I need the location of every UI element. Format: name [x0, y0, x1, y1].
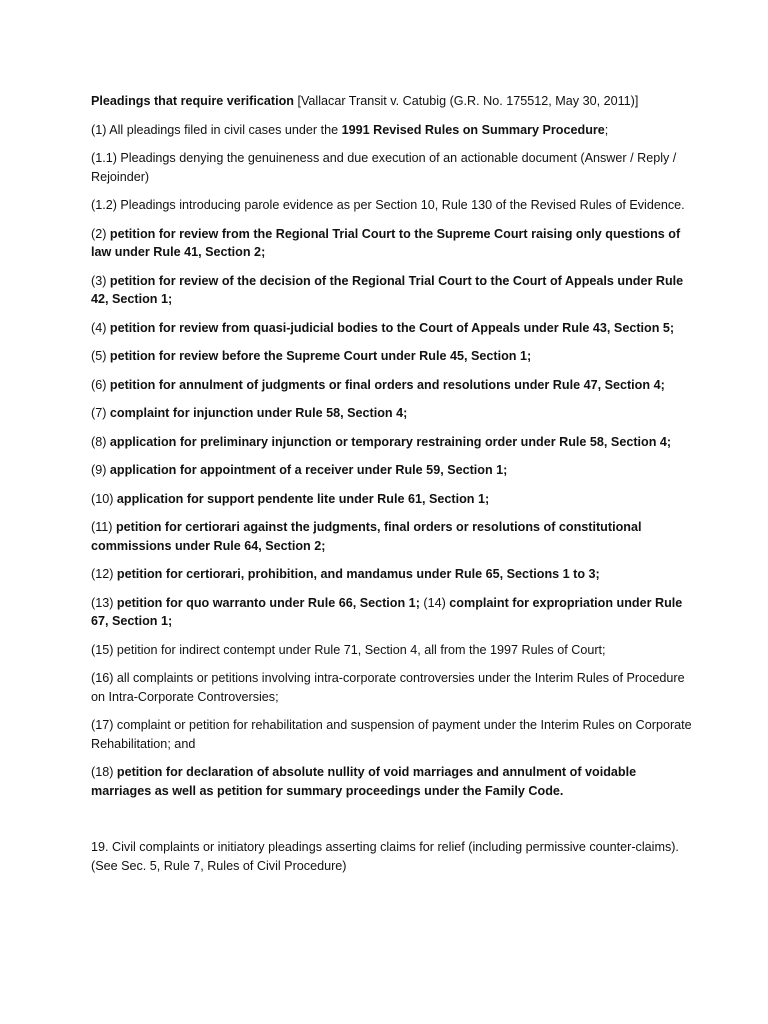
item-4-text: petition for review from quasi-judicial bodies to the Court of Appeals under Rule 43, Section 5;	[109, 320, 675, 335]
list-item-13-14	[91, 594, 698, 631]
item-15-number: (15)	[91, 642, 117, 657]
item-7-number: (7)	[91, 406, 110, 420]
list-item-7	[91, 404, 698, 423]
item-10-number: (10)	[91, 491, 117, 506]
item-8-text: application for preliminary injunction or temporary restraining order under Rule 58, Section 4;	[109, 434, 672, 449]
item-16-text: all complaints or petitions involving intra-corporate controversies under the Interim Rules of Procedure on Intra-Corporate Controversies;	[91, 671, 685, 704]
heading-title: Pleadings that require verification	[91, 94, 294, 108]
item-10-text: application for support pendente lite under Rule 61, Section 1;	[116, 491, 490, 506]
list-item-8	[91, 433, 698, 452]
item-12-text: petition for certiorari, prohibition, and mandamus under Rule 65, Sections 1 to 3;	[116, 567, 600, 581]
item-18-number: (18)	[91, 765, 117, 779]
list-item-1-2: (1.2) Pleadings introducing parole evidence as per Section 10, Rule 130 of the Revised Rules of Evidence.	[91, 198, 685, 212]
item-11-number: (11)	[91, 520, 116, 534]
list-item-5	[91, 347, 698, 366]
item-17-number: (17)	[91, 718, 117, 732]
item-16-number: (16)	[91, 671, 117, 685]
item-13-number: (13)	[91, 595, 117, 610]
item-2-text: petition for review from the Regional Trial Court to the Supreme Court raising only questions of law under Rule 41, Section 2;	[91, 226, 681, 259]
list-item-15	[91, 641, 698, 660]
heading-citation: [Vallacar Transit v. Catubig (G.R. No. 175512, May 30, 2011)]	[293, 94, 639, 108]
item-5-number: (5)	[91, 349, 110, 363]
item-5-text: petition for review before the Supreme Court under Rule 45, Section 1;	[109, 349, 532, 363]
list-item-17	[91, 716, 698, 753]
list-item-6	[91, 376, 698, 395]
item-3-number: (3)	[91, 273, 110, 288]
item-2-number: (2)	[91, 226, 110, 241]
list-item-1-1: (1.1) Pleadings denying the genuineness and due execution of an actionable document (Answer / Reply / Rejoinder)	[91, 151, 677, 184]
list-item-18	[91, 763, 698, 800]
paragraph-gap	[91, 810, 698, 838]
item-9-number: (9)	[91, 463, 110, 477]
item-4-number: (4)	[91, 320, 110, 335]
list-item-2	[91, 225, 698, 262]
item-9-text: application for appointment of a receiver under Rule 59, Section 1;	[109, 463, 508, 477]
item-1-suffix: ;	[604, 122, 609, 137]
list-item-16	[91, 669, 698, 706]
list-item-19: 19. Civil complaints or initiatory pleadings asserting claims for relief (including permissive counter-claims). (See Sec. 5, Rule 7, Rules of Civil Procedure)	[91, 840, 679, 873]
item-14-text: complaint for expropriation under Rule 67, Section 1;	[91, 595, 683, 628]
list-item-1	[91, 121, 698, 140]
item-14-number: (14)	[423, 595, 450, 610]
list-item-4	[91, 319, 698, 338]
item-11-text: petition for certiorari against the judgments, final orders or resolutions of constitutional commissions under Rule 64, Section 2;	[91, 520, 642, 553]
item-15-text: petition for indirect contempt under Rule 71, Section 4, all from the 1997 Rules of Court;	[116, 642, 606, 657]
item-13-text: petition for quo warranto under Rule 66, Section 1;	[116, 595, 424, 610]
item-12-number: (12)	[91, 567, 117, 581]
document-heading	[91, 92, 698, 111]
item-7-text: complaint for injunction under Rule 58, Section 4;	[109, 406, 408, 420]
list-item-9	[91, 461, 698, 480]
item-18-text: petition for declaration of absolute nullity of void marriages and annulment of voidable marriages as well as petition for summary proceedings under the Family Code.	[91, 765, 637, 798]
list-item-11	[91, 518, 698, 555]
item-1-bold: 1991 Revised Rules on Summary Procedure	[341, 122, 605, 137]
item-6-text: petition for annulment of judgments or final orders and resolutions under Rule 47, Section 4;	[109, 377, 665, 392]
item-6-number: (6)	[91, 377, 110, 392]
item-3-text: petition for review of the decision of the Regional Trial Court to the Court of Appeals under Rule 42, Section 1;	[91, 273, 684, 306]
item-1-prefix: (1) All pleadings filed in civil cases under the	[91, 122, 342, 137]
item-8-number: (8)	[91, 434, 110, 449]
list-item-3	[91, 272, 698, 309]
item-17-text: complaint or petition for rehabilitation and suspension of payment under the Interim Rules on Corporate Rehabilitation; and	[91, 718, 692, 751]
list-item-12	[91, 565, 698, 584]
list-item-10	[91, 490, 698, 509]
